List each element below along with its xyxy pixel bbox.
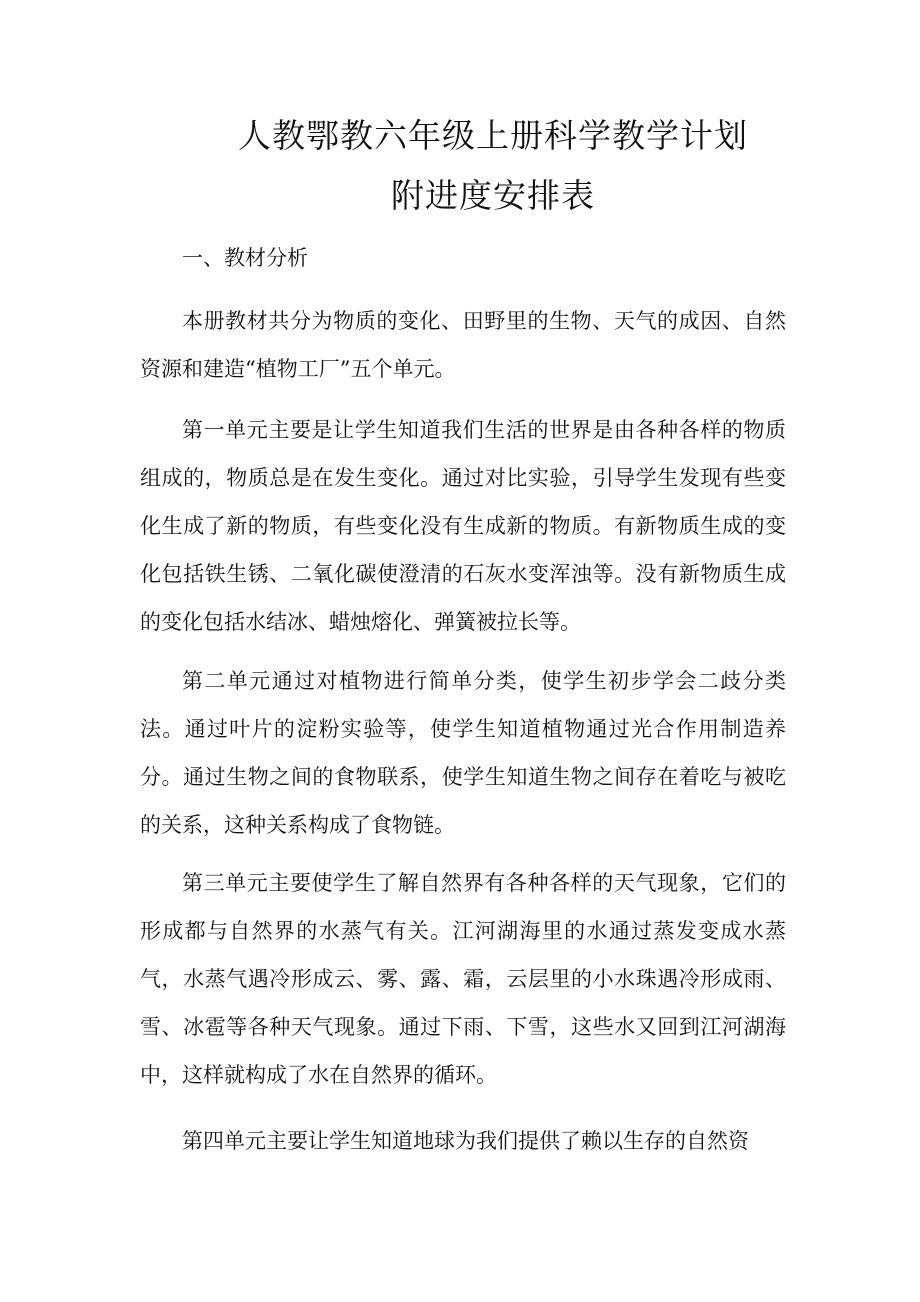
section-heading-textbook-analysis: 一、教材分析 — [182, 246, 308, 270]
document-title-line-1: 人教鄂教六年级上册科学教学计划 — [238, 116, 748, 155]
paragraph-unit-2: 第二单元通过对植物进行简单分类，使学生初步学会二歧分类法。通过叶片的淀粉实验等，使学生知道植物通过光合作用制造养分。通过生物之间的食物联系，使学生知道生物之间存在着吃与被吃的关系，这种关系构成了食物链。 — [140, 669, 786, 837]
document-title-line-2: 附进度安排表 — [391, 176, 595, 215]
paragraph-unit-4: 第四单元主要让学生知道地球为我们提供了赖以生存的自然资 — [182, 1129, 749, 1153]
paragraph-unit-3: 第三单元主要使学生了解自然界有各种各样的天气现象，它们的形成都与自然界的水蒸气有关。江河湖海里的水通过蒸发变成水蒸气，水蒸气遇冷形成云、雾、露、霜，云层里的小水珠遇冷形成雨、雪、冰雹等各种天气现象。通过下雨、下雪，这些水又回到江河湖海中，这样就构成了水在自然界的循环。 — [140, 871, 786, 1087]
paragraph-overview: 本册教材共分为物质的变化、田野里的生物、天气的成因、自然资源和建造“植物工厂”五个单元。 — [140, 309, 786, 381]
paragraph-unit-1: 第一单元主要是让学生知道我们生活的世界是由各种各样的物质组成的，物质总是在发生变化。通过对比实验，引导学生发现有些变化生成了新的物质，有些变化没有生成新的物质。有新物质生成的变化包括铁生锈、二氧化碳使澄清的石灰水变浑浊等。没有新物质生成的变化包括水结冰、蜡烛熔化、弹簧被拉长等。 — [140, 418, 786, 634]
